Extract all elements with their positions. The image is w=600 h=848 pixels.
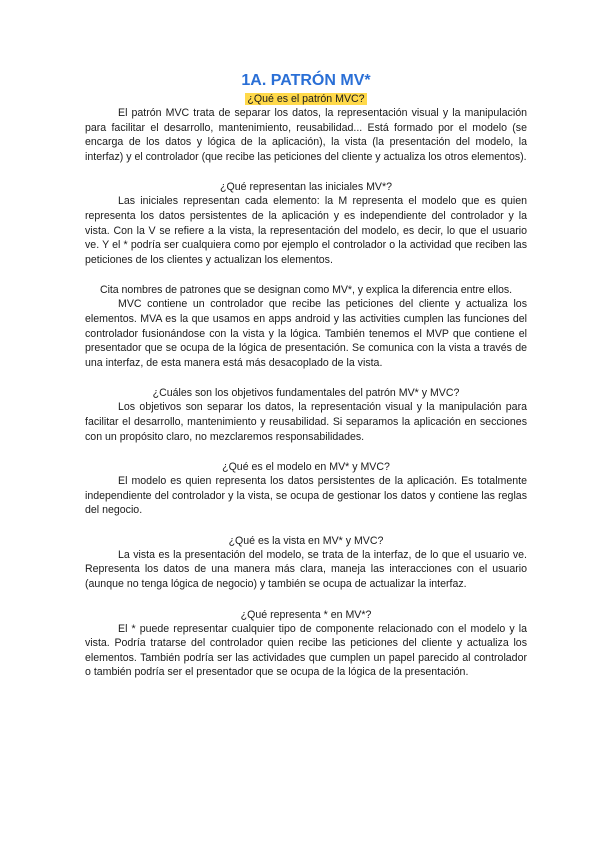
section-question: ¿Qué representa * en MV*? <box>240 608 372 621</box>
section-answer: El * puede representar cualquier tipo de componente relacionado con el modelo y la vista. Podría tratarse del controlador quien recibe las peticiones del cliente y actualiza los elementos. También podría ser las actividades que cumplen un papel parecido al controlador o también podría ser el presentador que se ocupa de la lógica de la presentación. <box>85 622 527 679</box>
section-question: ¿Cuáles son los objetivos fundamentales del patrón MV* y MVC? <box>152 387 460 400</box>
section-initials <box>85 180 527 267</box>
section-model <box>85 460 527 518</box>
section-mvc-pattern <box>85 92 527 164</box>
highlighted-question: ¿Qué es el patrón MVC? <box>247 93 365 105</box>
section-answer: MVC contiene un controlador que recibe las peticiones del cliente y actualiza los elementos. MVA es la que usamos en apps android y las activities cumplen las funciones del controlador fusionándose con la vista y la lógica. También tenemos el MVP que contiene el presentador que se ocupa de la lógica de presentación. Se comunica con la vista a través de una interfaz, de esta manera está más desacoplado de la vista. <box>85 298 527 369</box>
section-view <box>85 534 527 592</box>
section-pattern-names <box>85 283 527 370</box>
section-question: ¿Qué es la vista en MV* y MVC? <box>228 534 384 547</box>
section-question: ¿Qué es el modelo en MV* y MVC? <box>222 461 390 474</box>
section-answer: Los objetivos son separar los datos, la representación visual y la manipulación para facilitar el desarrollo, mantenimiento y reusabilidad. Si separamos la aplicación en secciones con un propósito claro, no mezclaremos responsabilidades. <box>85 401 527 443</box>
document-title: 1A. PATRÓN MV* <box>241 72 371 89</box>
section-answer: La vista es la presentación del modelo, se trata de la interfaz, de lo que el usuario ve. Representa los datos de una manera más clara, maneja las interacciones con el usuario (aunque no tenga lógica de negocio) y también se ocupa de actualizar la interfaz. <box>85 548 527 591</box>
section-answer: Las iniciales representan cada elemento: la M representa el modelo que es quien representa los datos persistentes de la aplicación y es independiente del controlador y la vista. Con la V se refiere a la vista, la representación del modelo, es decir, lo que el usuario ve. Y el * podría ser cualquiera como por ejemplo el controlador o la actividad que reciben las peticiones de los clientes y actualizan los elementos. <box>85 195 527 266</box>
section-question: Cita nombres de patrones que se designan como MV*, y explica la diferencia entre ellos. <box>100 284 512 297</box>
section-answer: El patrón MVC trata de separar los datos, la representación visual y la manipulación para facilitar el desarrollo, mantenimiento, reusabilidad... Está formado por el modelo (se encarga de los datos y lógica de la aplicación), la vista (la presentación del modelo, la interfaz) y el controlador (que recibe las peticiones del cliente y actualiza los otros elementos). <box>85 107 527 163</box>
section-asterisk <box>85 608 527 680</box>
section-objectives <box>85 386 527 444</box>
section-answer: El modelo es quien representa los datos persistentes de la aplicación. Es totalmente independiente del controlador y la vista, se ocupa de gestionar los datos y contiene las reglas del negocio. <box>85 475 527 517</box>
section-question: ¿Qué representan las iniciales MV*? <box>220 181 392 194</box>
section-question <box>85 92 527 106</box>
